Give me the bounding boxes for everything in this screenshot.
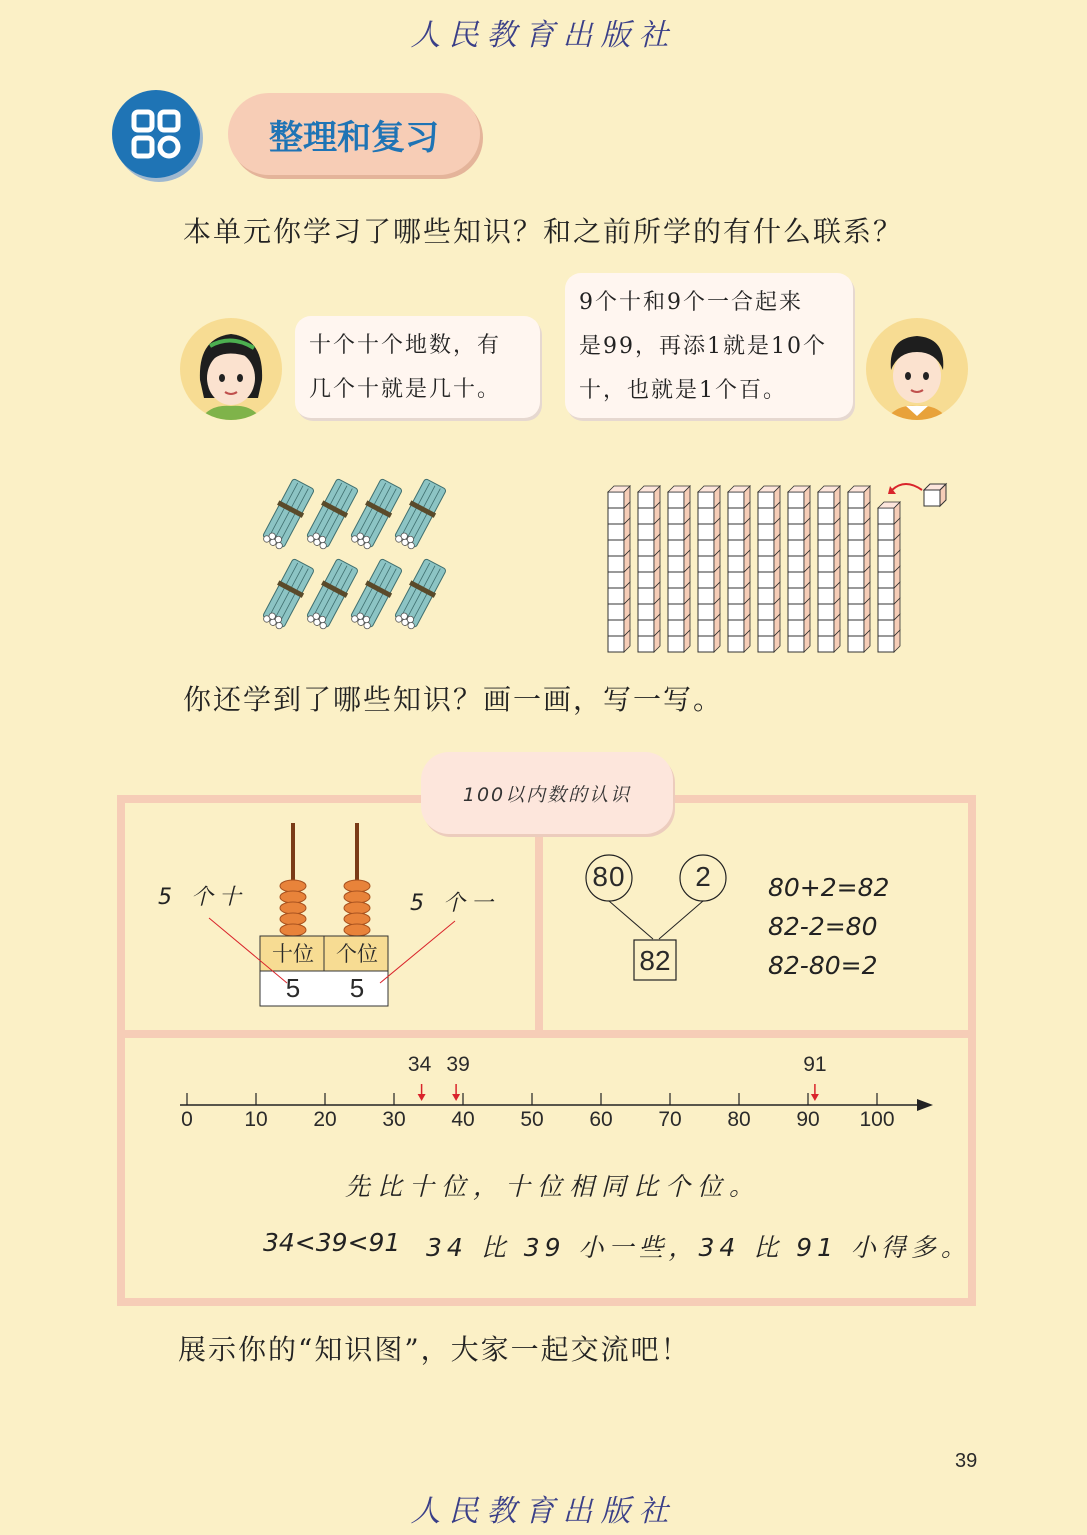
part-80: 80 <box>592 861 626 892</box>
number-line-tick-label: 40 <box>451 1108 475 1131</box>
share-prompt: 展示你的“知识图”，大家一起交流吧！ <box>178 1333 691 1366</box>
publisher-logo: 人民教育出版社 <box>410 18 677 53</box>
comparison-rule: 先比十位，十位相同比个位。 <box>345 1172 762 1201</box>
number-line-marks <box>418 1084 819 1101</box>
number-line-tick-label: 10 <box>244 1108 268 1131</box>
publisher-logo-footer: 人民教育出版社 <box>410 1494 677 1529</box>
number-line-tick-label: 60 <box>589 1108 613 1131</box>
question-1: 本单元你学习了哪些知识？和之前所学的有什么联系？ <box>183 215 904 248</box>
number-line-mark-label: 39 <box>446 1053 470 1076</box>
number-line-mark-arrowhead <box>418 1094 426 1101</box>
girl-bubble-line-1: 十个十个地数，有 <box>309 333 502 358</box>
part-2: 2 <box>695 861 711 892</box>
knowledge-map-title: 100以内数的认识 <box>421 752 673 834</box>
whole-82: 82 <box>639 945 671 976</box>
comparison-sentence: 34 比 39 小一些，34 比 91 小得多。 <box>426 1233 971 1262</box>
question-2: 你还学到了哪些知识？画一画，写一写。 <box>183 683 724 716</box>
boy-bubble-line-2: 是99，再添1就是10个 <box>579 334 827 359</box>
number-line-tick-label: 20 <box>313 1108 337 1131</box>
unit-cube <box>924 484 946 506</box>
tens-place-header: 十位 <box>272 942 314 966</box>
girl-bubble-line-2: 几个十就是几十。 <box>309 377 502 402</box>
girl-speech-bubble <box>295 316 540 418</box>
ones-place-value: 5 <box>349 973 365 1003</box>
girl-avatar <box>180 318 282 420</box>
number-line-mark-label: 34 <box>407 1053 432 1076</box>
comparison-expression: 34<39<91 <box>263 1228 401 1257</box>
boy-avatar <box>866 318 968 420</box>
page-number: 39 <box>955 1450 978 1472</box>
number-line-tick-label: 30 <box>382 1108 406 1131</box>
equation-2: 82-2=80 <box>768 912 878 941</box>
number-line-ticks <box>187 1093 877 1105</box>
tens-place-value: 5 <box>285 973 301 1003</box>
number-line-mark-arrowhead <box>811 1094 819 1101</box>
ones-beads <box>344 880 370 936</box>
boy-bubble-line-1: 9个十和9个一合起来 <box>579 290 803 315</box>
boy-speech-bubble <box>565 273 853 418</box>
tens-label: 5 个十 <box>158 885 247 910</box>
grid-app-icon <box>112 90 200 178</box>
boy-bubble-line-3: 十，也就是1个百。 <box>579 378 787 403</box>
number-line-tick-label: 80 <box>727 1108 751 1131</box>
number-line-tick-label: 100 <box>859 1108 895 1131</box>
number-line-mark-arrowhead <box>452 1094 460 1101</box>
decompose-drawing <box>543 803 968 1030</box>
ten-rods-illustration <box>600 472 952 658</box>
ones-label: 5 个一 <box>410 891 499 916</box>
number-line-tick-label: 50 <box>520 1108 544 1131</box>
section-title: 整理和复习 <box>228 93 480 175</box>
number-line-tick-label: 0 <box>181 1108 193 1131</box>
ones-place-header: 个位 <box>336 942 378 966</box>
equation-1: 80+2=82 <box>768 873 890 902</box>
tens-beads <box>280 880 306 936</box>
equation-3: 82-80=2 <box>768 951 878 980</box>
number-line-tick-label: 90 <box>796 1108 820 1131</box>
number-line-mark-label: 91 <box>803 1053 827 1076</box>
stick-bundles-illustration <box>260 478 450 634</box>
number-line-tick-label: 70 <box>658 1108 682 1131</box>
